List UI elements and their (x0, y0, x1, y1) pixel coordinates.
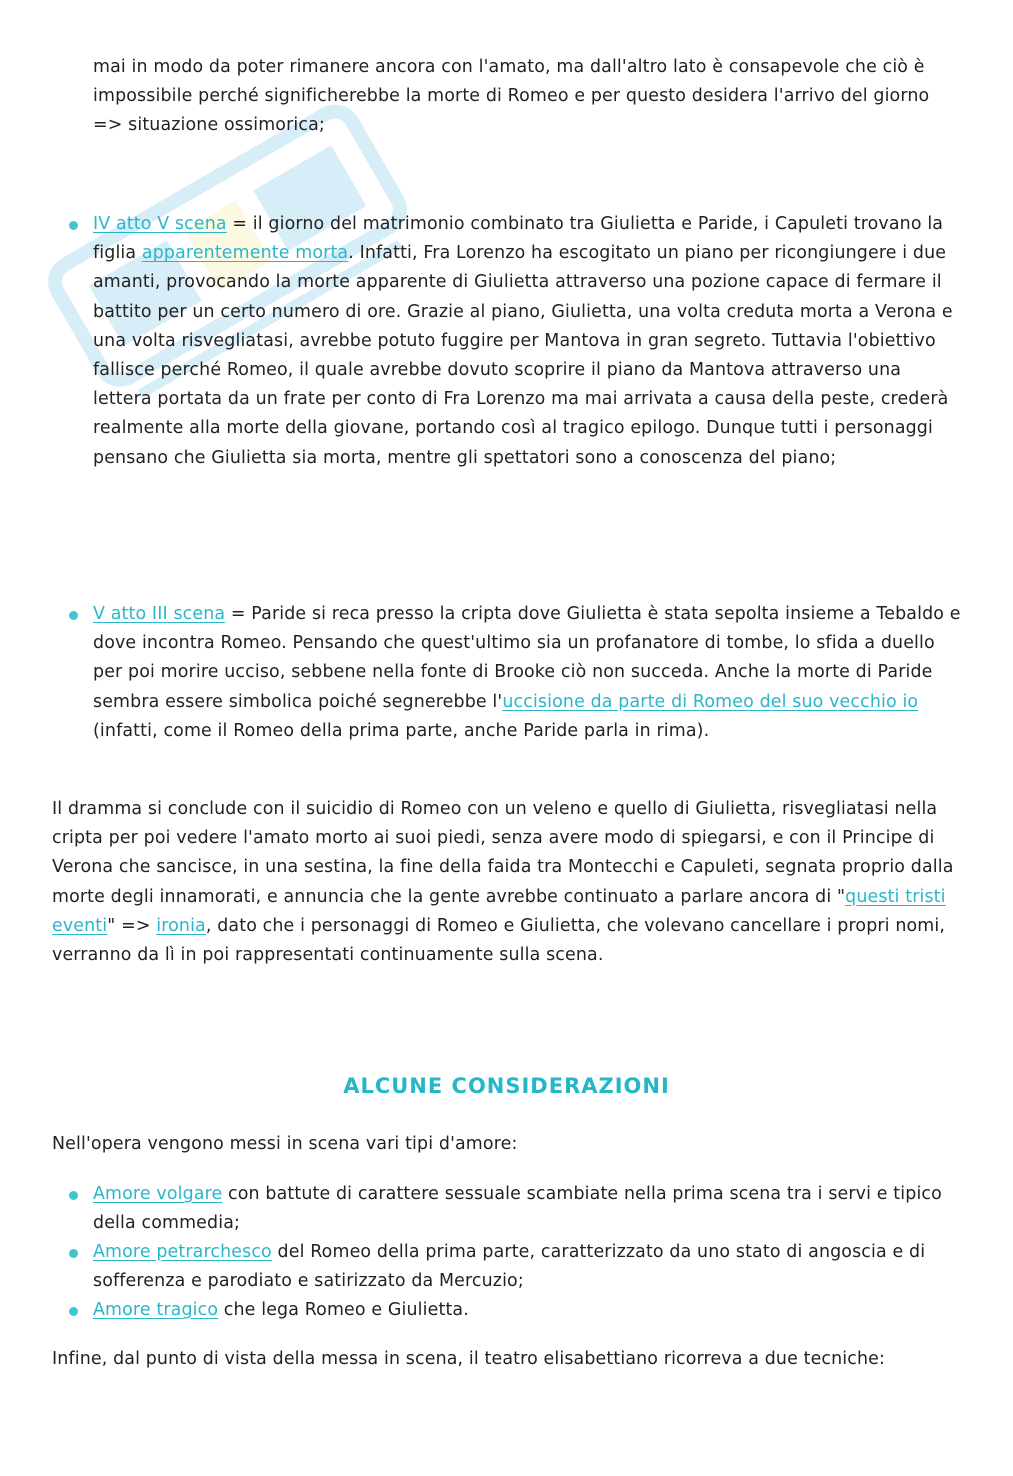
link-apparentemente-morta[interactable]: apparentemente morta (141, 243, 349, 264)
link-amore-petrarchesco[interactable]: Amore petrarchesco (93, 1242, 272, 1262)
list-item-love (93, 1180, 963, 1238)
list-item-love (93, 1238, 963, 1296)
paragraph-text: mai in modo da poter rimanere ancora con l'amato, ma dall'altro lato è consapevole che ciò è impossibile perché significherebbe la morte di Romeo e per questo desidera l'arrivo del giorno => situazione ossimorica; (93, 57, 930, 136)
bullet-dot (69, 611, 78, 620)
paragraph-text: , dato che i personaggi di Romeo e Giulietta, che volevano cancellare i propri nomi, verranno da lì in poi rappresentati continuamente sulla scena. (52, 915, 946, 966)
paragraph-continuation (93, 53, 963, 141)
link-iv-atto-v-scena[interactable]: IV atto V scena (93, 214, 227, 234)
bullet-v-atto (93, 600, 963, 746)
paragraph-text: Il dramma si conclude con il suicidio di Romeo con un veleno e quello di Giulietta, risvegliatasi nella cripta per poi vedere l'amato morto ai suoi piedi, senza avere modo di spiegarsi, e con il Principe di Verona che sancisce, in una sestina, la fine della faida tra Montecchi e Capuleti, segnata proprio dalla morte degli innamorati, e annuncia che la gente avrebbe continuato a parlare ancora di " (52, 799, 954, 907)
link-uccisione[interactable]: uccisione da parte di Romeo del suo vecchio io (502, 691, 919, 712)
paragraph-conclusion (52, 795, 957, 970)
bullet-iv-atto (93, 210, 963, 473)
bullet-text: = il giorno del matrimonio combinato tra Giulietta e Paride, i Capuleti trovano la figlia (93, 214, 944, 264)
list-item-text: con battute di carattere sessuale scambiate nella prima scena tra i servi e tipico della commedia; (93, 1184, 942, 1234)
link-questi-tristi-eventi[interactable]: questi tristi eventi (52, 886, 946, 936)
list-item-text: del Romeo della prima parte, caratterizzato da uno stato di angoscia e di sofferenza e parodiato e satirizzato da Mercuzio; (93, 1242, 926, 1292)
final-paragraph: Infine, dal punto di vista della messa in scena, il teatro elisabettiano ricorreva a due tecniche: (52, 1349, 886, 1369)
bullet-dot (69, 1249, 78, 1258)
link-ironia[interactable]: ironia (156, 915, 206, 936)
list-item-love (93, 1296, 963, 1325)
link-v-atto-iii-scena[interactable]: V atto III scena (93, 604, 226, 624)
bullet-text: = Paride si reca presso la cripta dove Giulietta è stata sepolta insieme a Tebaldo e dove incontra Romeo. Pensando che quest'ultimo sia un profanatore di tombe, lo sfida a duello per poi morire ucciso, sebbene nella fonte di Brooke ciò non succeda. Anche la morte di Paride sembra essere simbolica poiché segnerebbe l' (93, 604, 961, 712)
link-amore-tragico[interactable]: Amore tragico (93, 1300, 219, 1320)
bullet-text: . Infatti, Fra Lorenzo ha escogitato un piano per ricongiungere i due amanti, provocando la morte apparente di Giulietta attraverso una pozione capace di fermare il battito per un certo numero di ore. Grazie al piano, Giulietta, una volta creduta morta a Verona e una volta risvegliatasi, avrebbe potuto fuggire per Mantova in gran segreto. Tuttavia l'obiettivo fallisce perché Romeo, il quale avrebbe dovuto scoprire il piano da Mantova attraverso una lettera portata da un frate per conto di Fra Lorenzo ma mai arrivata a causa della peste, crederà realmente alla morte della giovane, portando così al tragico epilogo. Dunque tutti i personaggi pensano che Giulietta sia morta, mentre gli spettatori sono a conoscenza del piano; (93, 243, 953, 468)
bullet-dot (69, 1307, 78, 1316)
bullet-dot (69, 221, 78, 230)
bullet-dot (69, 1191, 78, 1200)
link-amore-volgare[interactable]: Amore volgare (93, 1184, 223, 1204)
list-item-text: che lega Romeo e Giulietta. (218, 1300, 469, 1320)
paragraph-text: " => (107, 915, 157, 936)
intro-love-types: Nell'opera vengono messi in scena vari tipi d'amore: (52, 1134, 518, 1154)
section-heading: ALCUNE CONSIDERAZIONI (343, 1074, 670, 1098)
bullet-text: (infatti, come il Romeo della prima parte, anche Paride parla in rima). (93, 720, 710, 741)
